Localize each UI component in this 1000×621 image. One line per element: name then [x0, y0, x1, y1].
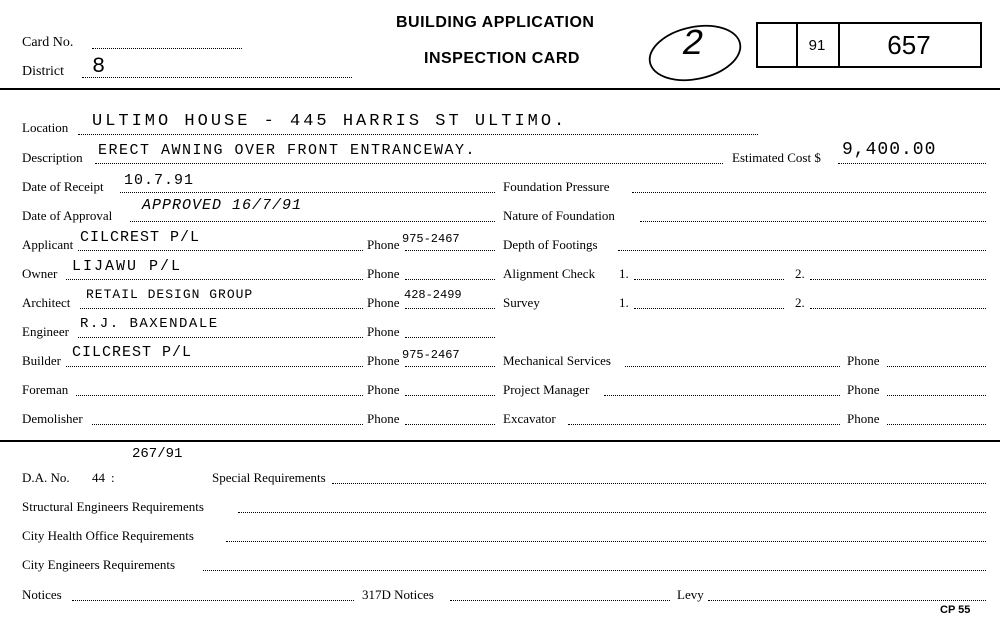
mechanical-label: Mechanical Services	[503, 353, 611, 368]
survey-field-1[interactable]	[634, 308, 784, 309]
levy-field[interactable]	[708, 600, 986, 601]
builder-field[interactable]	[66, 366, 363, 367]
builder-phone-label: Phone	[367, 353, 400, 368]
demolisher-phone-field[interactable]	[405, 424, 495, 425]
excavator-phone-label: Phone	[847, 411, 880, 426]
foreman-label: Foreman	[22, 382, 69, 397]
depth-footings-label: Depth of Footings	[503, 237, 598, 252]
nature-foundation-label: Nature of Foundation	[503, 208, 615, 223]
da-no-value: 44	[92, 470, 105, 485]
da-no-label: D.A. No.	[22, 470, 70, 485]
applicant-label: Applicant	[22, 237, 74, 252]
da-no-handwritten: 267/91	[132, 446, 183, 462]
owner-label: Owner	[22, 266, 58, 281]
engineer-label: Engineer	[22, 324, 69, 339]
notices-317d-label: 317D Notices	[362, 587, 434, 602]
excavator-field[interactable]	[568, 424, 840, 425]
architect-value: RETAIL DESIGN GROUP	[86, 287, 254, 302]
owner-phone-field[interactable]	[405, 279, 495, 280]
date-receipt-label: Date of Receipt	[22, 179, 104, 194]
date-approval-label: Date of Approval	[22, 208, 113, 223]
date-receipt-value: 10.7.91	[124, 172, 195, 189]
card-number: 657	[887, 30, 931, 60]
title-line-2: INSPECTION CARD	[424, 50, 580, 67]
district-field[interactable]	[82, 77, 352, 78]
builder-phone-value: 975-2467	[402, 348, 460, 362]
alignment-check-num1: 1.	[619, 266, 629, 281]
excavator-label: Excavator	[503, 411, 556, 426]
survey-field-2[interactable]	[810, 308, 986, 309]
builder-value: CILCREST P/L	[72, 344, 193, 361]
applicant-phone-value: 975-2467	[402, 232, 460, 246]
estimated-cost-value: 9,400.00	[842, 140, 937, 160]
nature-foundation-field[interactable]	[640, 221, 986, 222]
notices-field[interactable]	[72, 600, 354, 601]
location-label: Location	[22, 120, 69, 135]
structural-field[interactable]	[238, 512, 986, 513]
mechanical-field[interactable]	[625, 366, 840, 367]
structural-label: Structural Engineers Requirements	[22, 499, 204, 514]
special-req-label: Special Requirements	[212, 470, 326, 485]
city-eng-label: City Engineers Requirements	[22, 557, 176, 572]
special-req-field[interactable]	[332, 483, 986, 484]
survey-num2: 2.	[795, 295, 805, 310]
owner-value: LIJAWU P/L	[72, 258, 183, 275]
card-no-label: Card No.	[22, 35, 74, 50]
city-eng-field[interactable]	[203, 570, 986, 571]
engineer-phone-label: Phone	[367, 324, 400, 339]
architect-phone-label: Phone	[367, 295, 400, 310]
form-code: CP 55	[940, 604, 971, 616]
owner-phone-label: Phone	[367, 266, 400, 281]
applicant-field[interactable]	[78, 250, 363, 251]
alignment-check-field-2[interactable]	[810, 279, 986, 280]
mechanical-phone-label: Phone	[847, 353, 880, 368]
description-label: Description	[22, 150, 83, 165]
foundation-pressure-label: Foundation Pressure	[503, 179, 610, 194]
applicant-phone-label: Phone	[367, 237, 400, 252]
applicant-value: CILCREST P/L	[80, 229, 201, 246]
notices-317d-field[interactable]	[450, 600, 670, 601]
circled-number: 2	[682, 24, 705, 65]
foreman-phone-field[interactable]	[405, 395, 495, 396]
location-field[interactable]	[78, 134, 758, 135]
date-receipt-field[interactable]	[120, 192, 495, 193]
mechanical-phone-field[interactable]	[887, 366, 986, 367]
health-field[interactable]	[226, 541, 986, 542]
header-divider	[0, 88, 1000, 90]
project-manager-field[interactable]	[604, 395, 840, 396]
notices-label: Notices	[22, 587, 62, 602]
card-number-box	[756, 22, 982, 68]
builder-label: Builder	[22, 353, 61, 368]
architect-field[interactable]	[80, 308, 363, 309]
card-no-field[interactable]	[92, 48, 242, 49]
excavator-phone-field[interactable]	[887, 424, 986, 425]
health-label: City Health Office Requirements	[22, 528, 194, 543]
project-manager-label: Project Manager	[503, 382, 590, 397]
description-value: ERECT AWNING OVER FRONT ENTRANCEWAY.	[98, 142, 477, 159]
lower-divider	[0, 440, 1000, 442]
survey-num1: 1.	[619, 295, 629, 310]
estimated-cost-field[interactable]	[838, 163, 986, 164]
alignment-check-field-1[interactable]	[634, 279, 784, 280]
engineer-value: R.J. BAXENDALE	[80, 316, 219, 332]
description-field[interactable]	[95, 163, 723, 164]
depth-footings-field[interactable]	[618, 250, 986, 251]
architect-label: Architect	[22, 295, 71, 310]
alignment-check-label: Alignment Check	[503, 266, 596, 281]
alignment-check-num2: 2.	[795, 266, 805, 281]
survey-label: Survey	[503, 295, 540, 310]
architect-phone-value: 428-2499	[404, 288, 462, 302]
demolisher-phone-label: Phone	[367, 411, 400, 426]
foreman-phone-label: Phone	[367, 382, 400, 397]
date-approval-value: APPROVED 16/7/91	[142, 197, 303, 214]
applicant-phone-field[interactable]	[405, 250, 495, 251]
builder-phone-field[interactable]	[405, 366, 495, 367]
da-no-colon: :	[111, 470, 115, 485]
demolisher-label: Demolisher	[22, 411, 83, 426]
district-value: 8	[92, 54, 107, 79]
architect-phone-field[interactable]	[405, 308, 495, 309]
foundation-pressure-field[interactable]	[632, 192, 986, 193]
title-line-1: BUILDING APPLICATION	[396, 14, 595, 31]
project-manager-phone-label: Phone	[847, 382, 880, 397]
estimated-cost-label: Estimated Cost $	[732, 150, 821, 165]
engineer-phone-field[interactable]	[405, 337, 495, 338]
card-year: 91	[808, 37, 826, 54]
foreman-field[interactable]	[76, 395, 363, 396]
demolisher-field[interactable]	[92, 424, 363, 425]
district-label: District	[22, 64, 64, 79]
date-approval-field[interactable]	[130, 221, 495, 222]
owner-field[interactable]	[66, 279, 363, 280]
location-value: ULTIMO HOUSE - 445 HARRIS ST ULTIMO.	[92, 112, 568, 131]
levy-label: Levy	[677, 587, 704, 602]
project-manager-phone-field[interactable]	[887, 395, 986, 396]
engineer-field[interactable]	[78, 337, 363, 338]
